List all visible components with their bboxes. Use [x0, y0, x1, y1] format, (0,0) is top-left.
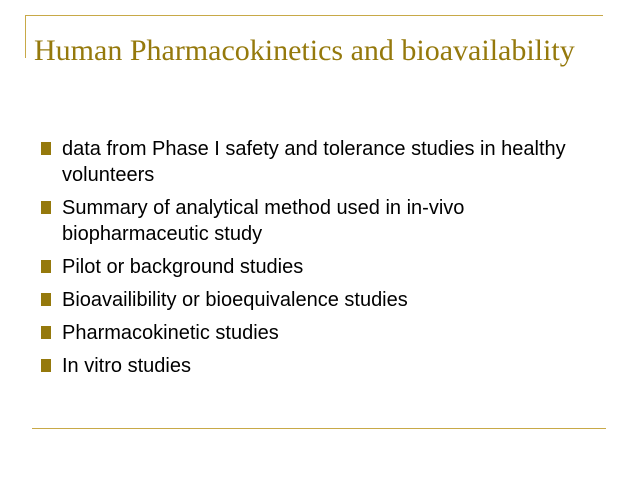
bullet-list: [38, 136, 598, 386]
square-bullet-icon: [41, 142, 51, 155]
top-rule: [25, 15, 603, 16]
bullet-text: In vitro studies: [62, 355, 191, 377]
square-bullet-icon: [41, 326, 51, 339]
bullet-text: Pilot or background studies: [62, 256, 304, 278]
bullet-item: [38, 136, 598, 188]
square-bullet-icon: [41, 293, 51, 306]
left-rule: [25, 15, 26, 58]
bullet-item: [38, 195, 598, 247]
bullet-text: Pharmacokinetic studies: [62, 322, 279, 344]
bullet-item: [38, 353, 598, 379]
bullet-text: data from Phase I safety and tolerance studies in healthy volunteers: [62, 138, 566, 186]
square-bullet-icon: [41, 359, 51, 372]
square-bullet-icon: [41, 201, 51, 214]
bullet-item: [38, 287, 598, 313]
bullet-item: [38, 320, 598, 346]
bullet-item: [38, 254, 598, 280]
square-bullet-icon: [41, 260, 51, 273]
bullet-text: Bioavailibility or bioequivalence studies: [62, 289, 408, 311]
bottom-rule: [32, 428, 606, 429]
bullet-text: Summary of analytical method used in in-vivo biopharmaceutic study: [62, 197, 465, 245]
slide-title: Human Pharmacokinetics and bioavailability: [34, 34, 575, 67]
